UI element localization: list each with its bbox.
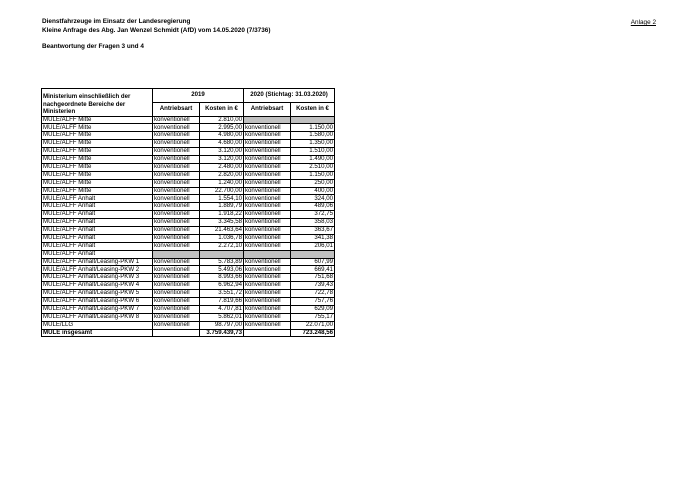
row-drive-2019: konventionell	[153, 132, 200, 140]
document-inquiry-line: Kleine Anfrage des Abg. Jan Wenzel Schmidt (AfD) vom 14.05.2020 (7/3736)	[42, 27, 271, 34]
row-cost-2020: 757,76	[291, 297, 335, 305]
total-cost-2020: 723.248,56	[291, 329, 335, 337]
row-ministry: MULE/ALFF Anhalt	[42, 219, 153, 227]
row-drive-2020	[244, 250, 291, 258]
row-cost-2020: 751,68	[291, 274, 335, 282]
total-row	[42, 329, 335, 337]
row-ministry: MULE/ALFF Mitte	[42, 124, 153, 132]
row-cost-2019: 2.820,00	[200, 171, 244, 179]
row-cost-2019	[200, 250, 244, 258]
table-row	[42, 124, 335, 132]
subheader-drive-2019: Antriebsart	[153, 102, 200, 116]
row-cost-2020: 722,78	[291, 290, 335, 298]
document-title: Dienstfahrzeuge im Einsatz der Landesregierung	[42, 18, 191, 25]
table-row	[42, 187, 335, 195]
row-drive-2019: konventionell	[153, 219, 200, 227]
table-row	[42, 203, 335, 211]
row-ministry: MULE/ALFF Mitte	[42, 171, 153, 179]
row-cost-2020: 739,43	[291, 282, 335, 290]
document-header	[42, 17, 270, 35]
header-ministry: Ministerium einschließlich der nachgeordnete Bereiche der Ministerien	[42, 89, 153, 117]
row-cost-2019: 1.554,10	[200, 195, 244, 203]
row-drive-2019: konventionell	[153, 140, 200, 148]
total-drive-2019	[153, 329, 200, 337]
row-ministry: MULE/ALFF Anhalt/Leasing-PKW 1	[42, 258, 153, 266]
header-2020: 2020 (Stichtag: 31.03.2020)	[244, 89, 335, 103]
row-drive-2019: konventionell	[153, 148, 200, 156]
row-cost-2019: 6.962,94	[200, 282, 244, 290]
subheader-cost-2019: Kosten in €	[200, 102, 244, 116]
row-cost-2020: 755,17	[291, 313, 335, 321]
row-cost-2020: 629,09	[291, 305, 335, 313]
row-cost-2020: 1.580,00	[291, 132, 335, 140]
total-drive-2020	[244, 329, 291, 337]
table-row	[42, 171, 335, 179]
table-row	[42, 211, 335, 219]
row-cost-2020: 206,01	[291, 242, 335, 250]
row-drive-2019: konventionell	[153, 305, 200, 313]
row-drive-2020: konventionell	[244, 140, 291, 148]
row-drive-2020: konventionell	[244, 179, 291, 187]
row-cost-2020: 1.490,00	[291, 155, 335, 163]
table-row	[42, 321, 335, 329]
row-cost-2019: 4.707,81	[200, 305, 244, 313]
row-ministry: MULE/ALFF Anhalt	[42, 242, 153, 250]
row-cost-2020: 363,67	[291, 226, 335, 234]
row-drive-2020: konventionell	[244, 203, 291, 211]
row-cost-2019: 1.918,22	[200, 211, 244, 219]
row-cost-2019: 3.120,00	[200, 155, 244, 163]
table-row	[42, 313, 335, 321]
table-row	[42, 116, 335, 124]
row-ministry: MULE/ALFF Anhalt/Leasing-PKW 8	[42, 313, 153, 321]
row-cost-2020: 1.350,00	[291, 140, 335, 148]
row-drive-2020: konventionell	[244, 195, 291, 203]
row-cost-2020: 607,99	[291, 258, 335, 266]
row-drive-2019: konventionell	[153, 203, 200, 211]
row-drive-2020: konventionell	[244, 297, 291, 305]
total-label: MULE insgesamt	[42, 329, 153, 337]
row-ministry: MULE/ALFF Mitte	[42, 179, 153, 187]
row-cost-2019: 3.551,72	[200, 290, 244, 298]
row-drive-2019: konventionell	[153, 258, 200, 266]
row-cost-2019: 3.345,58	[200, 219, 244, 227]
row-drive-2019: konventionell	[153, 179, 200, 187]
row-cost-2019: 2.810,00	[200, 116, 244, 124]
row-drive-2019: konventionell	[153, 321, 200, 329]
row-drive-2019: konventionell	[153, 116, 200, 124]
row-drive-2019: konventionell	[153, 274, 200, 282]
table-row	[42, 155, 335, 163]
row-drive-2019: konventionell	[153, 195, 200, 203]
row-drive-2020: konventionell	[244, 124, 291, 132]
row-ministry: MULE/ALFF Anhalt	[42, 195, 153, 203]
row-drive-2020: konventionell	[244, 266, 291, 274]
row-drive-2020: konventionell	[244, 132, 291, 140]
row-drive-2019: konventionell	[153, 266, 200, 274]
row-drive-2020: konventionell	[244, 155, 291, 163]
table-row	[42, 148, 335, 156]
table-row	[42, 297, 335, 305]
row-drive-2019: konventionell	[153, 242, 200, 250]
table-row	[42, 258, 335, 266]
table-row	[42, 219, 335, 227]
row-cost-2020: 250,00	[291, 179, 335, 187]
vehicle-cost-table	[41, 88, 335, 337]
row-drive-2019: konventionell	[153, 211, 200, 219]
row-drive-2020: konventionell	[244, 258, 291, 266]
row-drive-2019: konventionell	[153, 171, 200, 179]
row-drive-2020: konventionell	[244, 242, 291, 250]
answer-subheading: Beantwortung der Fragen 3 und 4	[42, 43, 144, 50]
row-drive-2019: konventionell	[153, 124, 200, 132]
row-drive-2019: konventionell	[153, 155, 200, 163]
row-drive-2020: konventionell	[244, 305, 291, 313]
table-row	[42, 140, 335, 148]
row-drive-2020: konventionell	[244, 211, 291, 219]
row-ministry: MULE/ALFF Anhalt/Leasing-PKW 3	[42, 274, 153, 282]
row-cost-2019: 98.797,00	[200, 321, 244, 329]
row-cost-2019: 2.272,10	[200, 242, 244, 250]
row-cost-2019: 21.463,64	[200, 226, 244, 234]
row-ministry: MULE/ALFF Anhalt/Leasing-PKW 5	[42, 290, 153, 298]
header-2019: 2019	[153, 89, 244, 103]
subheader-drive-2020: Antriebsart	[244, 102, 291, 116]
row-drive-2020: konventionell	[244, 234, 291, 242]
row-ministry: MULE/ALFF Mitte	[42, 132, 153, 140]
row-cost-2019: 8.993,66	[200, 274, 244, 282]
row-drive-2020: konventionell	[244, 148, 291, 156]
row-cost-2020: 1.150,00	[291, 124, 335, 132]
row-drive-2019: konventionell	[153, 163, 200, 171]
row-ministry: MULE/LLG	[42, 321, 153, 329]
table-row	[42, 274, 335, 282]
row-drive-2020: konventionell	[244, 313, 291, 321]
row-cost-2020	[291, 116, 335, 124]
row-cost-2019: 1.036,78	[200, 234, 244, 242]
row-drive-2020: konventionell	[244, 321, 291, 329]
row-drive-2019: konventionell	[153, 187, 200, 195]
row-ministry: MULE/ALFF Mitte	[42, 116, 153, 124]
row-drive-2020	[244, 116, 291, 124]
table-row	[42, 226, 335, 234]
row-ministry: MULE/ALFF Anhalt	[42, 211, 153, 219]
table-row	[42, 132, 335, 140]
table-row	[42, 234, 335, 242]
row-ministry: MULE/ALFF Anhalt	[42, 234, 153, 242]
row-cost-2019: 5.862,01	[200, 313, 244, 321]
row-drive-2020: konventionell	[244, 171, 291, 179]
table-row	[42, 290, 335, 298]
row-cost-2020: 341,38	[291, 234, 335, 242]
row-cost-2019: 22.700,00	[200, 187, 244, 195]
row-cost-2019: 5.493,06	[200, 266, 244, 274]
row-cost-2020: 2.510,00	[291, 163, 335, 171]
row-drive-2019: konventionell	[153, 226, 200, 234]
row-drive-2020: konventionell	[244, 219, 291, 227]
row-drive-2020: konventionell	[244, 290, 291, 298]
row-cost-2020: 1.150,00	[291, 171, 335, 179]
row-cost-2020: 669,41	[291, 266, 335, 274]
row-drive-2020: konventionell	[244, 163, 291, 171]
row-cost-2019: 4.680,00	[200, 140, 244, 148]
row-drive-2019	[153, 250, 200, 258]
table-row	[42, 242, 335, 250]
row-ministry: MULE/ALFF Mitte	[42, 148, 153, 156]
row-ministry: MULE/ALFF Anhalt/Leasing-PKW 4	[42, 282, 153, 290]
row-cost-2019: 3.120,00	[200, 148, 244, 156]
row-ministry: MULE/ALFF Anhalt	[42, 226, 153, 234]
row-ministry: MULE/ALFF Anhalt	[42, 250, 153, 258]
row-ministry: MULE/ALFF Anhalt/Leasing-PKW 7	[42, 305, 153, 313]
table-row	[42, 305, 335, 313]
table-row	[42, 195, 335, 203]
row-cost-2019: 1.240,00	[200, 179, 244, 187]
row-drive-2019: konventionell	[153, 313, 200, 321]
table-row	[42, 163, 335, 171]
row-drive-2020: konventionell	[244, 187, 291, 195]
table-row	[42, 179, 335, 187]
row-ministry: MULE/ALFF Mitte	[42, 187, 153, 195]
row-cost-2020	[291, 250, 335, 258]
row-ministry: MULE/ALFF Anhalt/Leasing-PKW 6	[42, 297, 153, 305]
row-cost-2019: 7.819,66	[200, 297, 244, 305]
row-cost-2019: 2.995,00	[200, 124, 244, 132]
row-drive-2020: konventionell	[244, 226, 291, 234]
subheader-cost-2020: Kosten in €	[291, 102, 335, 116]
table-row	[42, 266, 335, 274]
row-cost-2019: 2.480,00	[200, 163, 244, 171]
total-cost-2019: 3.759.439,73	[200, 329, 244, 337]
row-cost-2020: 324,00	[291, 195, 335, 203]
row-cost-2020: 22.071,00	[291, 321, 335, 329]
row-cost-2020: 400,00	[291, 187, 335, 195]
row-ministry: MULE/ALFF Anhalt	[42, 203, 153, 211]
row-cost-2019: 4.980,00	[200, 132, 244, 140]
row-ministry: MULE/ALFF Mitte	[42, 155, 153, 163]
attachment-label: Anlage 2	[630, 19, 656, 26]
table-body	[42, 116, 335, 329]
row-drive-2019: konventionell	[153, 234, 200, 242]
table-header-row	[42, 89, 335, 103]
table-row	[42, 282, 335, 290]
row-cost-2020: 1.510,00	[291, 148, 335, 156]
table-row	[42, 250, 335, 258]
row-cost-2020: 372,75	[291, 211, 335, 219]
row-drive-2019: konventionell	[153, 282, 200, 290]
row-cost-2020: 358,03	[291, 219, 335, 227]
row-drive-2020: konventionell	[244, 274, 291, 282]
row-ministry: MULE/ALFF Anhalt/Leasing-PKW 2	[42, 266, 153, 274]
row-drive-2019: konventionell	[153, 290, 200, 298]
row-drive-2019: konventionell	[153, 297, 200, 305]
row-drive-2020: konventionell	[244, 282, 291, 290]
row-ministry: MULE/ALFF Mitte	[42, 140, 153, 148]
row-cost-2019: 1.889,79	[200, 203, 244, 211]
row-cost-2020: 489,06	[291, 203, 335, 211]
row-ministry: MULE/ALFF Mitte	[42, 163, 153, 171]
row-cost-2019: 5.783,89	[200, 258, 244, 266]
